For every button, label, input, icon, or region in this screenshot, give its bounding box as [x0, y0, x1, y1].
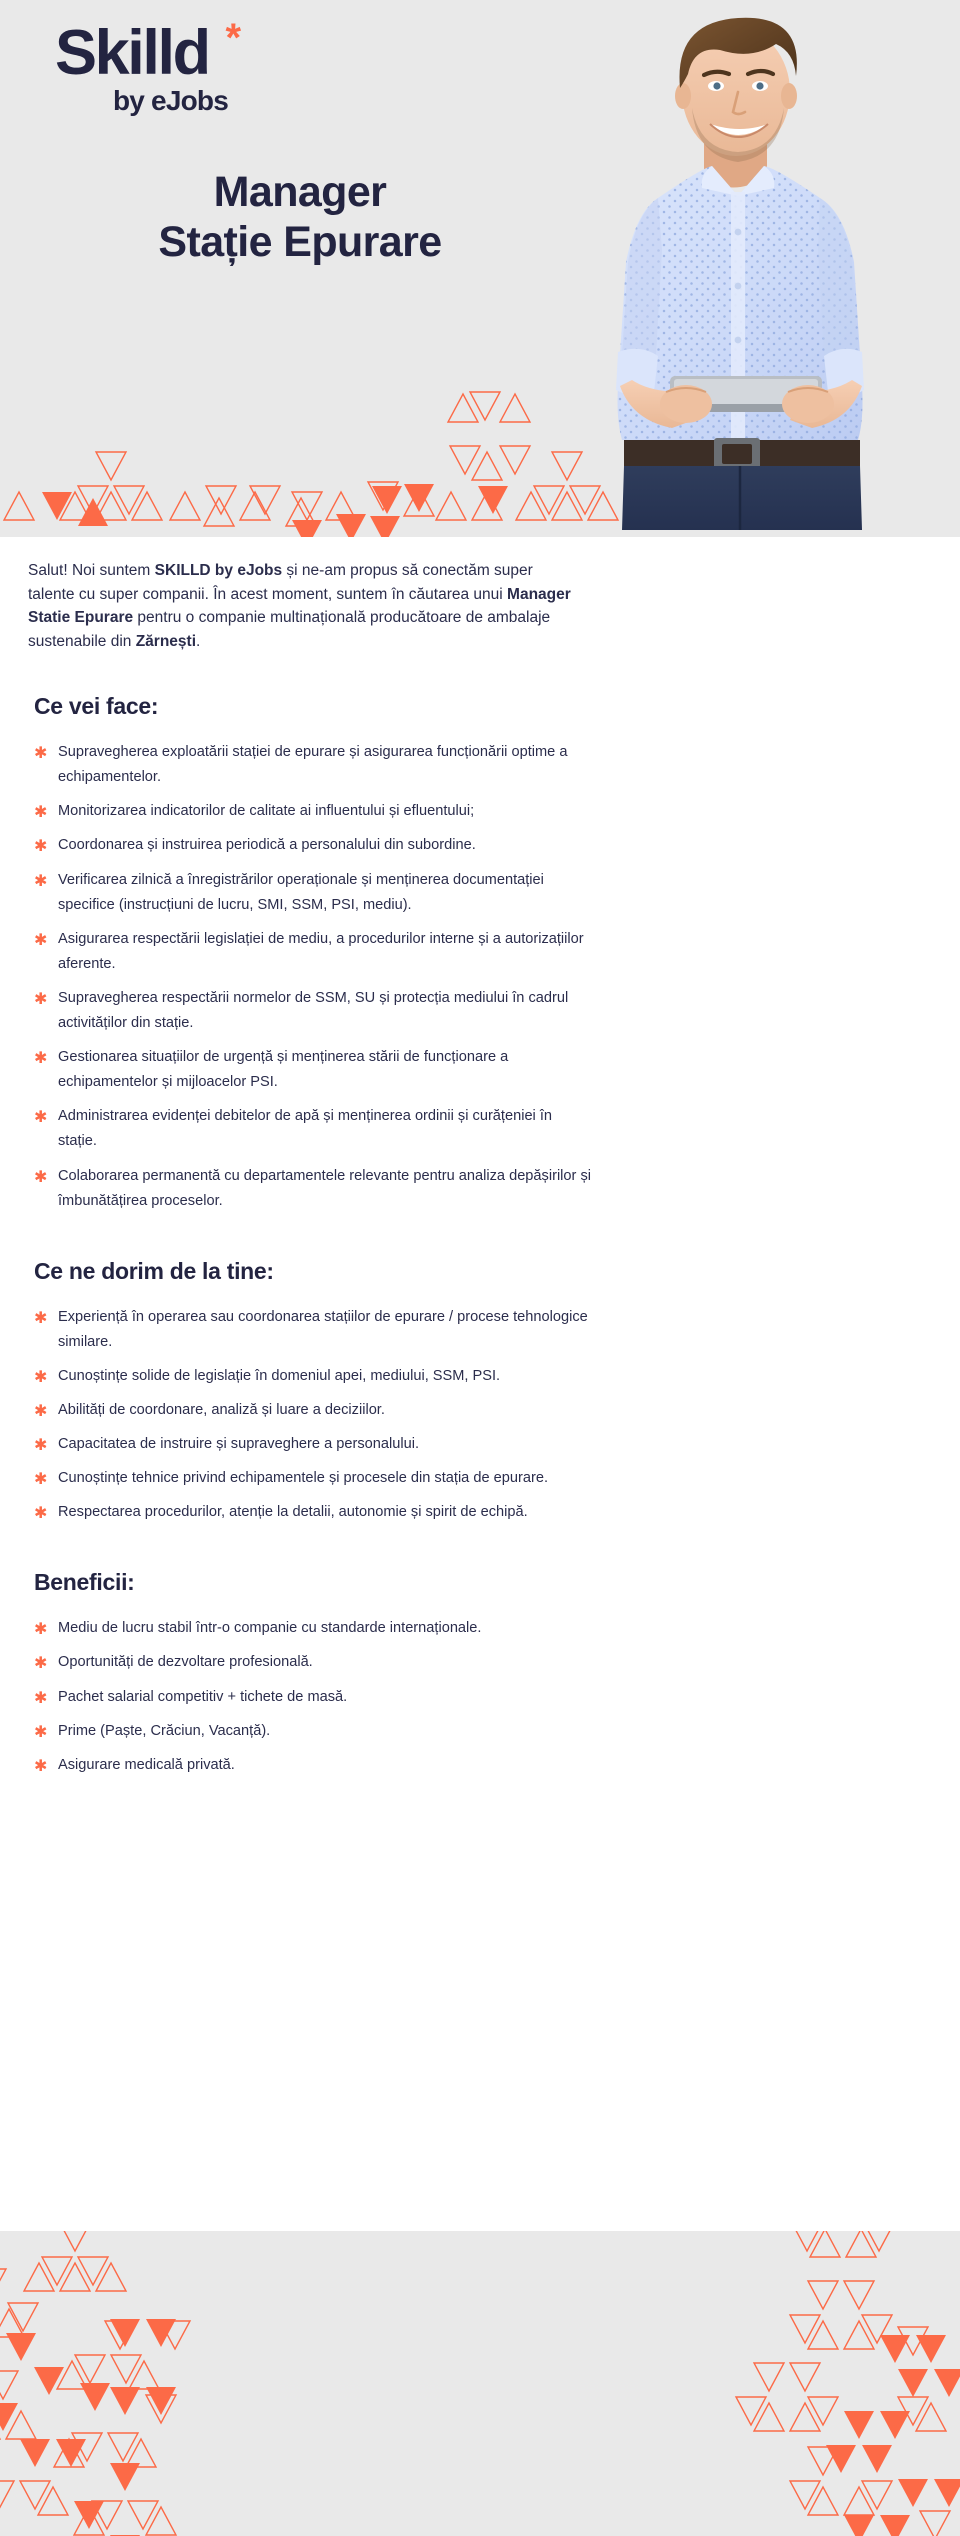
- list-item-text: Experiență în operarea sau coordonarea stațiilor de epurare / procese tehnologice similare.: [58, 1308, 588, 1350]
- asterisk-bullet-icon: ✱: [34, 1471, 48, 1489]
- list-item-text: Monitorizarea indicatorilor de calitate ai influentului și efluentului;: [58, 803, 475, 820]
- asterisk-bullet-icon: ✱: [34, 1505, 48, 1523]
- list-item: [28, 1045, 594, 1095]
- triangle-pattern-footer-right: [690, 2231, 960, 2536]
- triangle-pattern-hero: [0, 374, 640, 537]
- list-item: [28, 927, 594, 977]
- list-item-text: Capacitatea de instruire și supraveghere a personalului.: [58, 1436, 420, 1453]
- asterisk-bullet-icon: ✱: [34, 804, 48, 822]
- list-item-text: Supravegherea exploatării stației de epurare și asigurarea funcționării optime a echipamentelor.: [58, 744, 568, 786]
- list-item: [28, 1398, 594, 1423]
- asterisk-bullet-icon: ✱: [34, 838, 48, 856]
- list-item: [28, 1719, 594, 1744]
- list-item: [28, 1753, 594, 1778]
- asterisk-bullet-icon: ✱: [34, 1168, 48, 1186]
- list-item-text: Abilități de coordonare, analiză și luare a deciziilor.: [58, 1401, 385, 1418]
- list-item: [28, 740, 594, 790]
- list-item: [28, 1432, 594, 1457]
- list-item: [28, 799, 594, 824]
- asterisk-icon: *: [225, 16, 239, 60]
- page-title: [0, 168, 600, 268]
- list-item-text: Supravegherea respectării normelor de SSM, SU și protecția mediului în cadrul activităților din stație.: [58, 989, 569, 1032]
- list-item: [28, 1364, 594, 1389]
- asterisk-bullet-icon: ✱: [34, 1309, 48, 1327]
- intro-part-3: pentru o companie multinațională producătoare de ambalaje sustenabile din: [28, 609, 551, 650]
- asterisk-bullet-icon: ✱: [34, 1050, 48, 1068]
- job-description-content: [0, 537, 960, 1778]
- logo-wordmark: [55, 16, 239, 88]
- requirements-list: [28, 1305, 932, 1526]
- job-title-line-2: Stație Epurare: [158, 217, 442, 266]
- section-title-responsibilities: Ce vei face:: [34, 693, 159, 720]
- asterisk-bullet-icon: ✱: [34, 1689, 48, 1707]
- list-item-text: Coordonarea și instruirea periodică a personalului din subordine.: [58, 837, 476, 854]
- list-item: [28, 868, 594, 918]
- asterisk-bullet-icon: ✱: [34, 1655, 48, 1673]
- brand-logo: [55, 16, 239, 116]
- asterisk-bullet-icon: ✱: [34, 1109, 48, 1127]
- list-item: [28, 1466, 594, 1491]
- list-item-text: Pachet salarial competitiv + tichete de masă.: [58, 1688, 348, 1705]
- list-item: [28, 986, 594, 1036]
- intro-city-strong: Zărnești: [135, 632, 197, 650]
- list-item-text: Administrarea evidenței debitelor de apă și menținerea ordinii și curățeniei în stație.: [58, 1108, 553, 1150]
- asterisk-bullet-icon: ✱: [34, 1402, 48, 1420]
- list-item-text: Gestionarea situațiilor de urgență și menținerea stării de funcționare a echipamentelor și mijloacelor PSI.: [58, 1049, 509, 1091]
- hero-photo: [562, 0, 942, 530]
- benefits-list: [28, 1616, 932, 1777]
- list-item-text: Prime (Paște, Crăciun, Vacanță).: [58, 1722, 271, 1739]
- list-item-text: Verificarea zilnică a înregistrărilor operaționale și menținerea documentației specifice (instrucțiuni de lucru, SMI, SSM, PSI, mediu).: [58, 871, 544, 913]
- asterisk-bullet-icon: ✱: [34, 1437, 48, 1455]
- intro-part-2: și ne-am propus să conectăm super talente cu super companii. În acest moment, suntem în căutarea unui: [28, 562, 533, 603]
- triangle-pattern-footer-left: [0, 2231, 290, 2536]
- list-item: [28, 1164, 594, 1214]
- section-title-benefits: Beneficii:: [34, 1569, 135, 1596]
- list-item: [28, 1616, 594, 1641]
- logo-subtitle: by eJobs: [113, 85, 228, 116]
- asterisk-bullet-icon: ✱: [34, 745, 48, 763]
- list-item-text: Oportunități de dezvoltare profesională.: [58, 1654, 313, 1671]
- list-item: [28, 1650, 594, 1675]
- intro-role-strong: Manager Statie Epurare: [28, 585, 571, 627]
- asterisk-bullet-icon: ✱: [34, 1621, 48, 1639]
- list-item-text: Asigurarea respectării legislației de mediu, a procedurilor interne și a autorizațiilor aferente.: [58, 930, 584, 972]
- asterisk-bullet-icon: ✱: [34, 1368, 48, 1386]
- list-item: [28, 1305, 594, 1355]
- asterisk-bullet-icon: ✱: [34, 931, 48, 949]
- list-item-text: Mediu de lucru stabil într-o companie cu standarde internaționale.: [58, 1620, 482, 1637]
- hero-banner: [0, 0, 960, 537]
- list-item-text: Respectarea procedurilor, atenție la detalii, autonomie și spirit de echipă.: [58, 1504, 528, 1521]
- intro-brand-strong: SKILLD by eJobs: [154, 562, 283, 579]
- list-item: [28, 1685, 594, 1710]
- intro-paragraph: [28, 537, 580, 653]
- asterisk-bullet-icon: ✱: [34, 1723, 48, 1741]
- intro-part-4: .: [196, 632, 201, 650]
- list-item-text: Asigurare medicală privată.: [58, 1756, 235, 1773]
- asterisk-bullet-icon: ✱: [34, 990, 48, 1008]
- logo-text: Skilld: [55, 18, 209, 88]
- list-item-text: Cunoștințe solide de legislație în domeniul apei, mediului, SSM, PSI.: [58, 1367, 501, 1384]
- responsibilities-list: [28, 740, 932, 1214]
- list-item: [28, 1500, 594, 1525]
- footer-banner: [0, 2231, 960, 2536]
- job-title-line-1: Manager: [213, 168, 387, 216]
- list-item-text: Colaborarea permanentă cu departamentele relevante pentru analiza depășirilor și îmbunătățirea proceselor.: [58, 1167, 591, 1209]
- asterisk-bullet-icon: ✱: [34, 872, 48, 890]
- list-item: [28, 833, 594, 858]
- list-item-text: Cunoștințe tehnice privind echipamentele și procesele din stația de epurare.: [58, 1470, 548, 1487]
- intro-part-1: Salut! Noi suntem: [28, 562, 155, 579]
- section-title-requirements: Ce ne dorim de la tine:: [34, 1257, 274, 1284]
- list-item: [28, 1104, 594, 1154]
- asterisk-bullet-icon: ✱: [34, 1757, 48, 1775]
